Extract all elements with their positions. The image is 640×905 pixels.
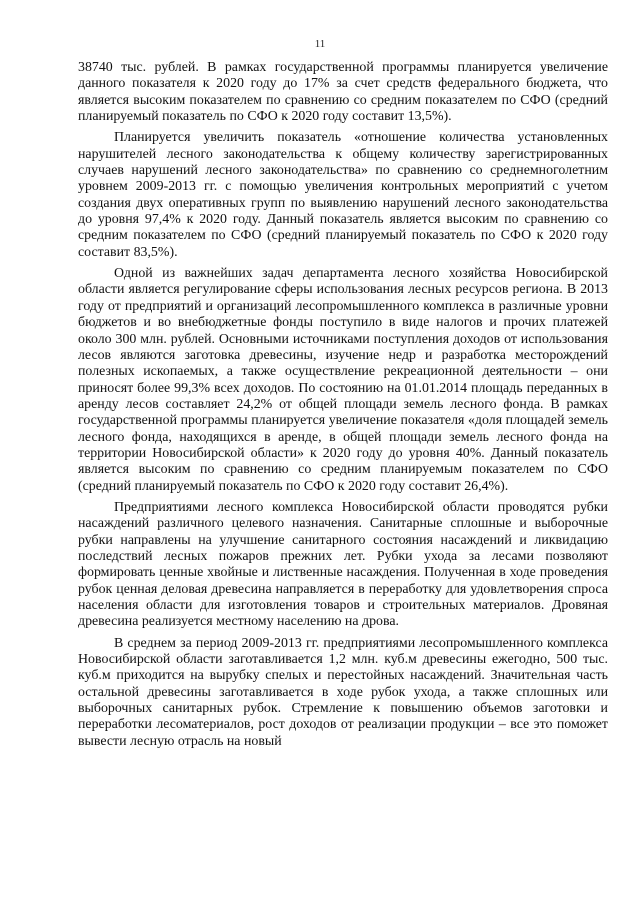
paragraph-1: 38740 тыс. рублей. В рамках государственной программы планируется увеличение данного показателя к 2020 году до 17% за счет средств федерального бюджета, что является высоким показателем по сравнению со средним показателем по СФО (средний планируемый показатель по СФО к 2020 году составит 13,5%). — [78, 60, 608, 125]
paragraph-2: Планируется увеличить показатель «отношение количества установленных нарушителей лесного законодательства к общему количеству зарегистрированных случаев нарушений лесного законодательства» по сравнению со среднемноголетним уровнем 2009-2013 гг. с помощью увеличения контрольных мероприятий с учетом создания двух оперативных групп по выявлению нарушений лесного законодательства до уровня 97,4% к 2020 году. Данный показатель является высоким по сравнению со средним показателем по СФО (средний планируемый показатель по СФО к 2020 году составит 83,5%). — [78, 130, 608, 260]
document-body — [78, 60, 608, 750]
paragraph-3: Одной из важнейших задач департамента лесного хозяйства Новосибирской области является регулирование сферы использования лесных ресурсов региона. В 2013 году от предприятий и организаций лесопромышленного комплекса в различные уровни бюджетов и во внебюджетные фонды поступило в виде налогов и прочих платежей около 300 млн. рублей. Основными источниками поступления доходов от использования лесов являются заготовка древесины, изучение недр и разработка месторождений полезных ископаемых, а также осуществление рекреационной деятельности – они приносят более 99,3% всех доходов. По состоянию на 01.01.2014 площадь переданных в аренду лесов составляет 24,2% от общей площади земель лесного фонда. В рамках государственной программы планируется увеличение показателя «доля площадей земель лесного фонда, находящихся в аренде, в общей площади земель лесного фонда на территории Новосибирской области» к 2020 году до уровня 40%. Данный показатель является высоким по сравнению со средним планируемым показателем по СФО (средний планируемый показатель по СФО к 2020 году составит 26,4%). — [78, 266, 608, 494]
paragraph-5: В среднем за период 2009-2013 гг. предприятиями лесопромышленного комплекса Новосибирской области заготавливается 1,2 млн. куб.м древесины ежегодно, 500 тыс. куб.м приходится на вырубку спелых и перестойных насаждений. Значительная часть остальной древесины заготавливается в ходе рубок ухода, а также сплошных или выборочных санитарных рубок. Стремление к повышению объемов заготовки и переработки лесоматериалов, рост доходов от реализации продукции – все это поможет вывести лесную отрасль на новый — [78, 635, 608, 749]
paragraph-4: Предприятиями лесного комплекса Новосибирской области проводятся рубки насаждений различного целевого назначения. Санитарные сплошные и выборочные рубки направлены на улучшение санитарного состояния насаждений и ликвидацию последствий лесных пожаров прежних лет. Рубки ухода за лесами позволяют формировать ценные хвойные и лиственные насаждения. Полученная в ходе проведения рубок ценная деловая древесина направляется в переработку для удовлетворения спроса населения области для изготовления товаров и строительных материалов. Дровяная древесина реализуется местному населению на дрова. — [78, 499, 608, 630]
page-number: 11 — [314, 38, 326, 50]
